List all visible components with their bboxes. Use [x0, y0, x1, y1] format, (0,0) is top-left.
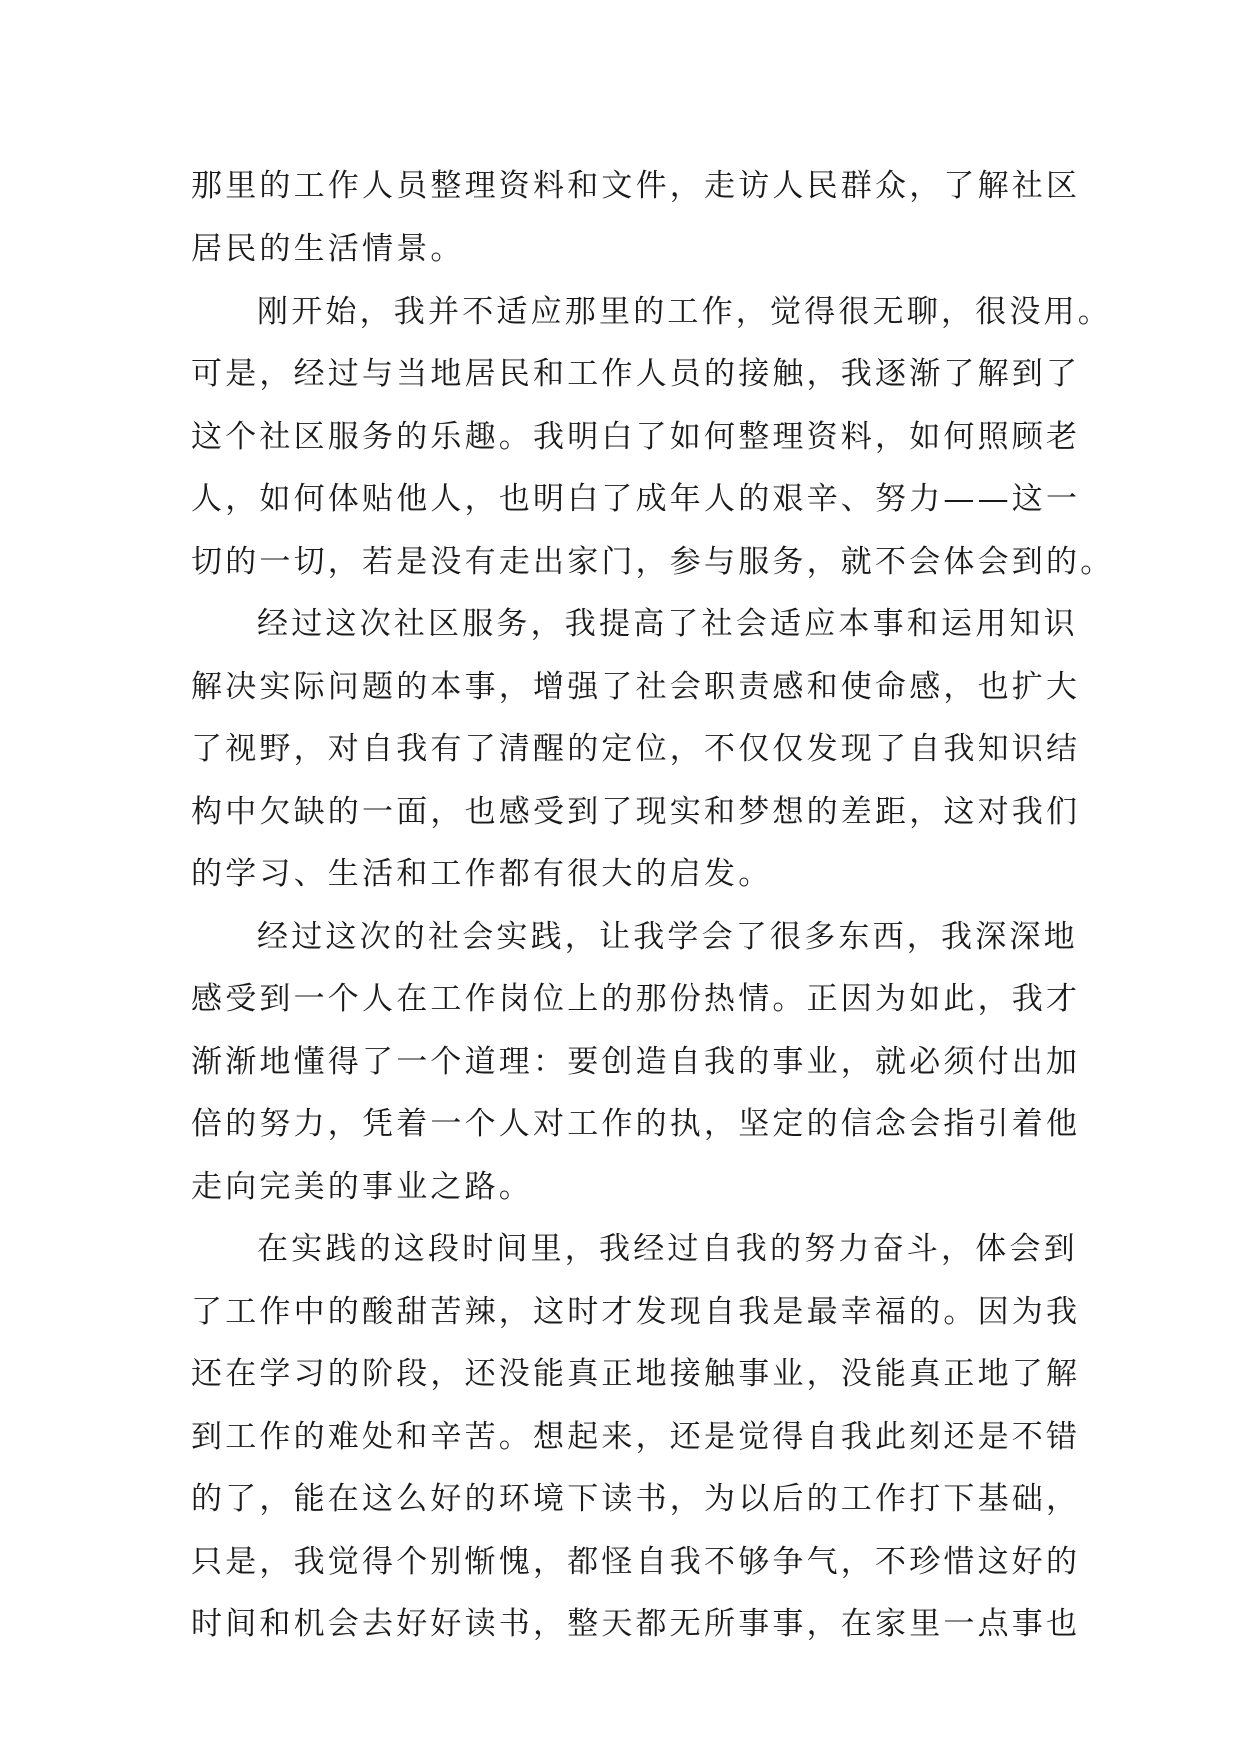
text-line: 了工作中的酸甜苦辣，这时才发现自我是最幸福的。因为我	[191, 1294, 1081, 1330]
text-line: 感受到一个人在工作岗位上的那份热情。正因为如此，我才	[191, 981, 1081, 1017]
text-line: 构中欠缺的一面，也感受到了现实和梦想的差距，这对我们	[191, 794, 1081, 830]
paragraph-first-line: 在实践的这段时间里，我经过自我的努力奋斗，体会到	[257, 1231, 1078, 1267]
text-line: 居民的生活情景。	[191, 231, 465, 267]
text-line: 时间和机会去好好读书，整天都无所事事，在家里一点事也	[191, 1606, 1081, 1642]
text-line: 解决实际问题的本事，增强了社会职责感和使命感，也扩大	[191, 669, 1081, 705]
text-line: 到工作的难处和辛苦。想起来，还是觉得自我此刻还是不错	[191, 1419, 1081, 1455]
text-line: 走向完美的事业之路。	[191, 1169, 533, 1205]
paragraph-first-line: 刚开始，我并不适应那里的工作，觉得很无聊，很没用。	[257, 294, 1112, 330]
text-line: 倍的努力，凭着一个人对工作的执，坚定的信念会指引着他	[191, 1106, 1081, 1142]
text-line: 的学习、生活和工作都有很大的启发。	[191, 856, 773, 892]
text-line: 可是，经过与当地居民和工作人员的接触，我逐渐了解到了	[191, 356, 1081, 392]
text-line: 这个社区服务的乐趣。我明白了如何整理资料，如何照顾老	[191, 419, 1081, 455]
text-line: 人，如何体贴他人，也明白了成年人的艰辛、努力——这一	[191, 481, 1081, 517]
text-line: 那里的工作人员整理资料和文件，走访人民群众，了解社区	[191, 168, 1081, 204]
text-line: 还在学习的阶段，还没能真正地接触事业，没能真正地了解	[191, 1356, 1081, 1392]
paragraph-first-line: 经过这次社区服务，我提高了社会适应本事和运用知识	[257, 606, 1078, 642]
text-line: 切的一切，若是没有走出家门，参与服务，就不会体会到的。	[191, 544, 1115, 580]
text-line: 只是，我觉得个别惭愧，都怪自我不够争气，不珍惜这好的	[191, 1544, 1081, 1580]
text-line: 了视野，对自我有了清醒的定位，不仅仅发现了自我知识结	[191, 731, 1081, 767]
text-line: 渐渐地懂得了一个道理：要创造自我的事业，就必须付出加	[191, 1044, 1081, 1080]
paragraph-first-line: 经过这次的社会实践，让我学会了很多东西，我深深地	[257, 919, 1078, 955]
text-line: 的了，能在这么好的环境下读书，为以后的工作打下基础，	[191, 1481, 1081, 1517]
